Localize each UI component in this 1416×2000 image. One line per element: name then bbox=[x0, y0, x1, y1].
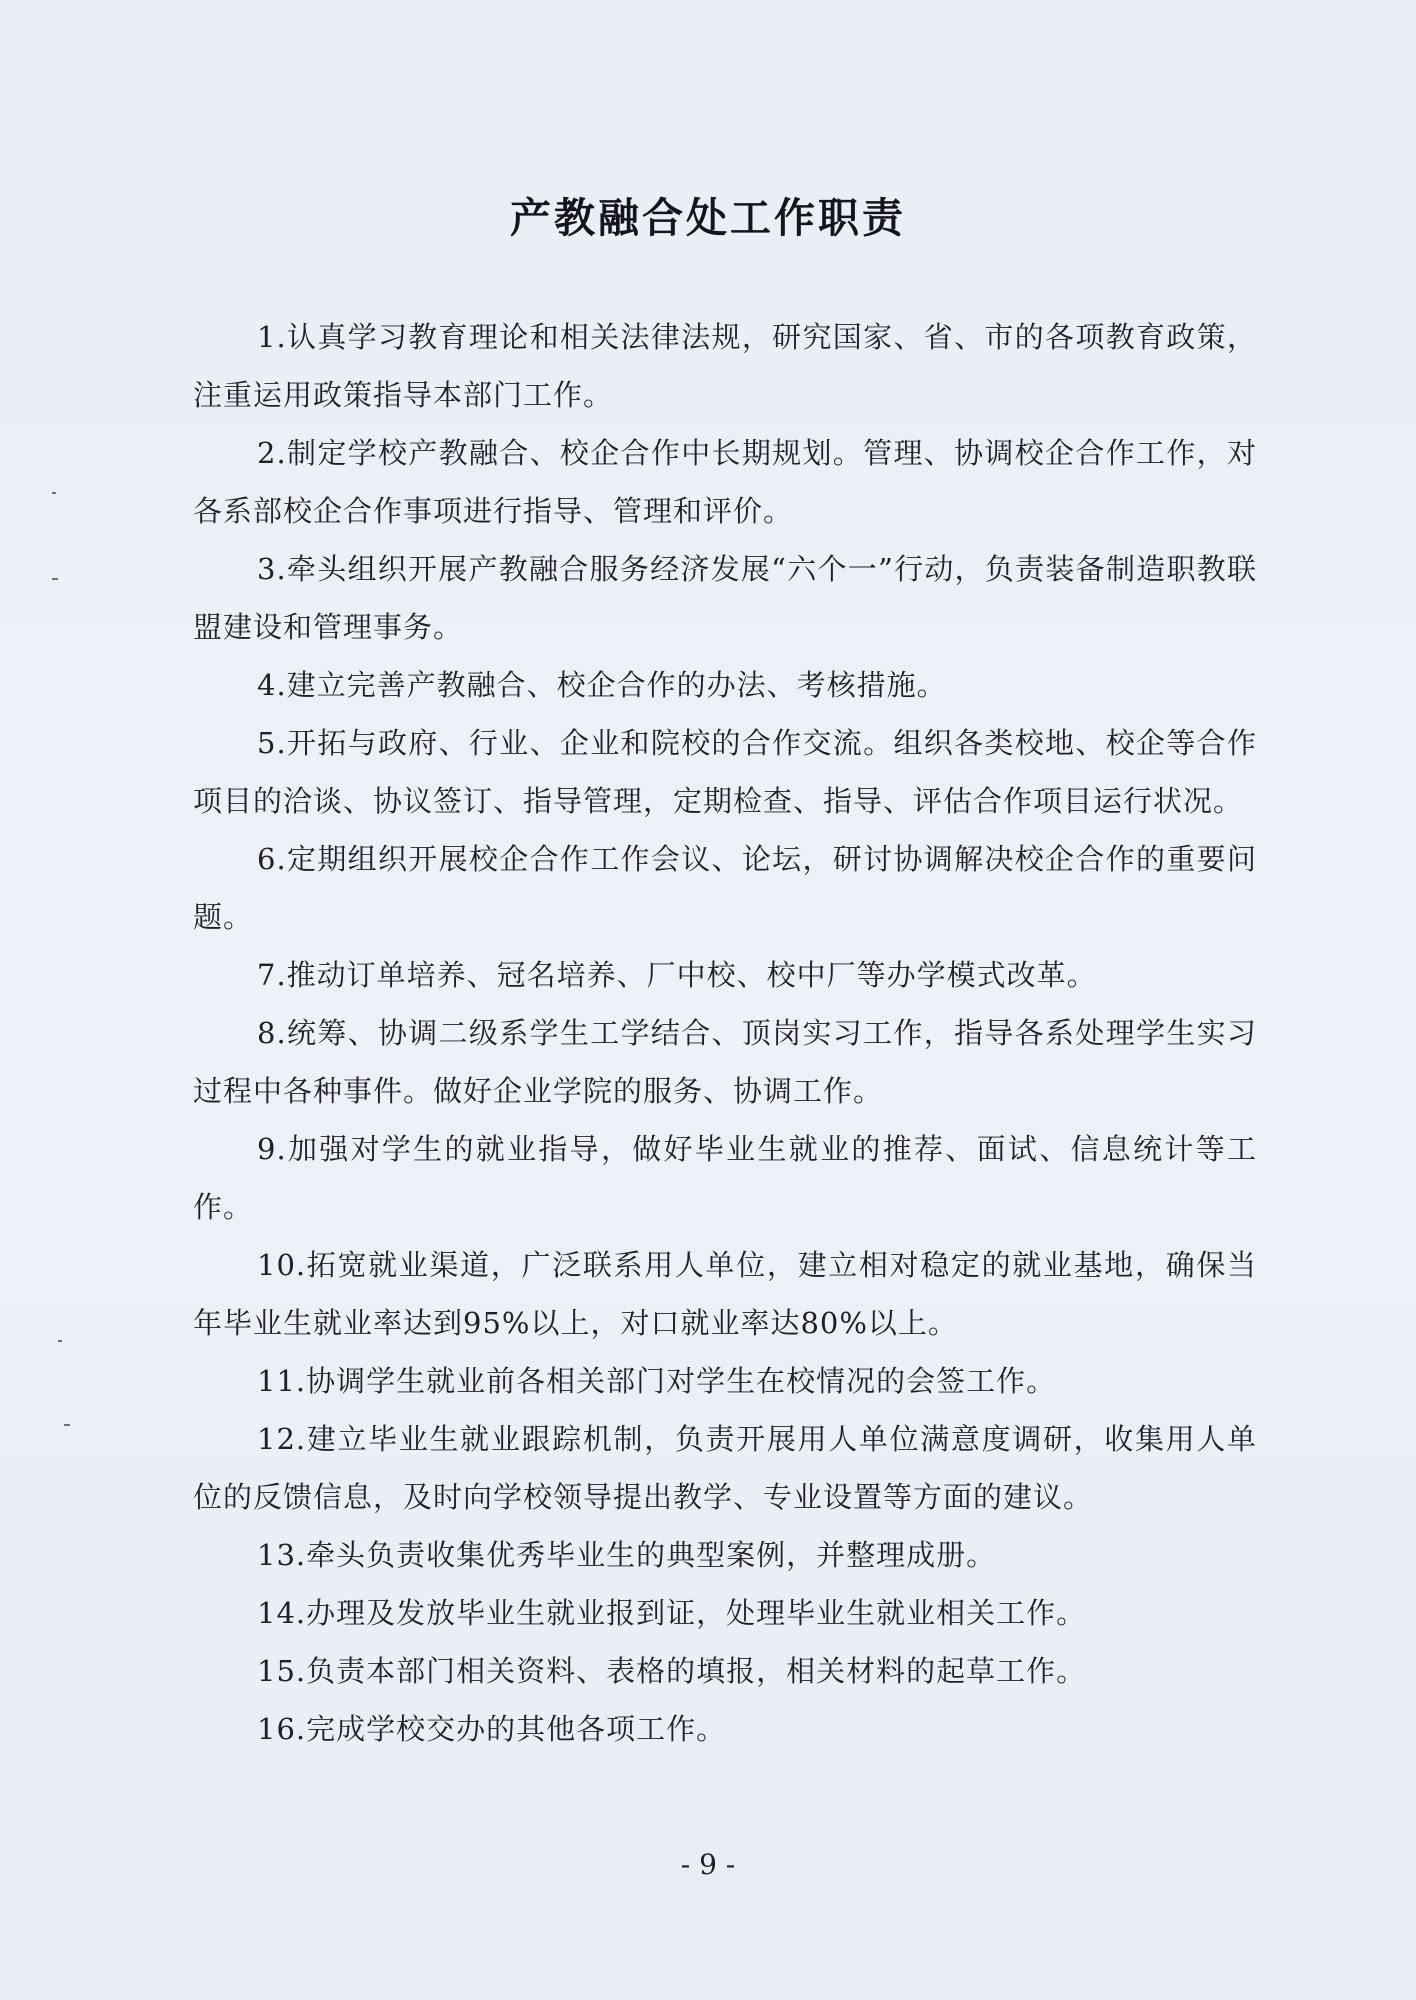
duty-item-4: 4.建立完善产教融合、校企合作的办法、考核措施。 bbox=[257, 668, 947, 702]
duty-item-3: 3.牵头组织开展产教融合服务经济发展“六个一”行动，负责装备制造职教联盟建设和管理事务。 bbox=[193, 552, 1257, 644]
scan-speck bbox=[52, 578, 58, 580]
duty-item-14: 14.办理及发放毕业生就业报到证，处理毕业生就业相关工作。 bbox=[257, 1596, 1087, 1630]
duty-item-2: 2.制定学校产教融合、校企合作中长期规划。管理、协调校企合作工作，对各系部校企合作事项进行指导、管理和评价。 bbox=[193, 436, 1257, 528]
duty-item-5: 5.开拓与政府、行业、企业和院校的合作交流。组织各类校地、校企等合作项目的洽谈、协议签订、指导管理，定期检查、指导、评估合作项目运行状况。 bbox=[193, 726, 1257, 818]
duty-item-15: 15.负责本部门相关资料、表格的填报，相关材料的起草工作。 bbox=[257, 1654, 1087, 1688]
duty-item-10: 10.拓宽就业渠道，广泛联系用人单位，建立相对稳定的就业基地，确保当年毕业生就业率达到95%以上，对口就业率达80%以上。 bbox=[193, 1248, 1257, 1340]
duty-list bbox=[193, 308, 1257, 1758]
duty-item-9: 9.加强对学生的就业指导，做好毕业生就业的推荐、面试、信息统计等工作。 bbox=[193, 1132, 1257, 1224]
duty-item-7: 7.推动订单培养、冠名培养、厂中校、校中厂等办学模式改革。 bbox=[257, 958, 1097, 992]
page-number: - 9 - bbox=[680, 1848, 736, 1881]
duty-item-11: 11.协调学生就业前各相关部门对学生在校情况的会签工作。 bbox=[257, 1364, 1057, 1398]
duty-item-12: 12.建立毕业生就业跟踪机制，负责开展用人单位满意度调研，收集用人单位的反馈信息，及时向学校领导提出教学、专业设置等方面的建议。 bbox=[193, 1422, 1257, 1514]
document-title: 产教融合处工作职责 bbox=[510, 194, 906, 242]
scan-speck bbox=[58, 1340, 62, 1342]
duty-item-1: 1.认真学习教育理论和相关法律法规，研究国家、省、市的各项教育政策，注重运用政策指导本部门工作。 bbox=[193, 320, 1257, 412]
duty-item-16: 16.完成学校交办的其他各项工作。 bbox=[257, 1712, 727, 1746]
scan-speck bbox=[64, 1424, 70, 1426]
duty-item-8: 8.统筹、协调二级系学生工学结合、顶岗实习工作，指导各系处理学生实习过程中各种事件。做好企业学院的服务、协调工作。 bbox=[193, 1016, 1257, 1108]
scan-speck bbox=[52, 492, 56, 494]
duty-item-6: 6.定期组织开展校企合作工作会议、论坛，研讨协调解决校企合作的重要问题。 bbox=[193, 842, 1257, 934]
duty-item-13: 13.牵头负责收集优秀毕业生的典型案例，并整理成册。 bbox=[257, 1538, 997, 1572]
